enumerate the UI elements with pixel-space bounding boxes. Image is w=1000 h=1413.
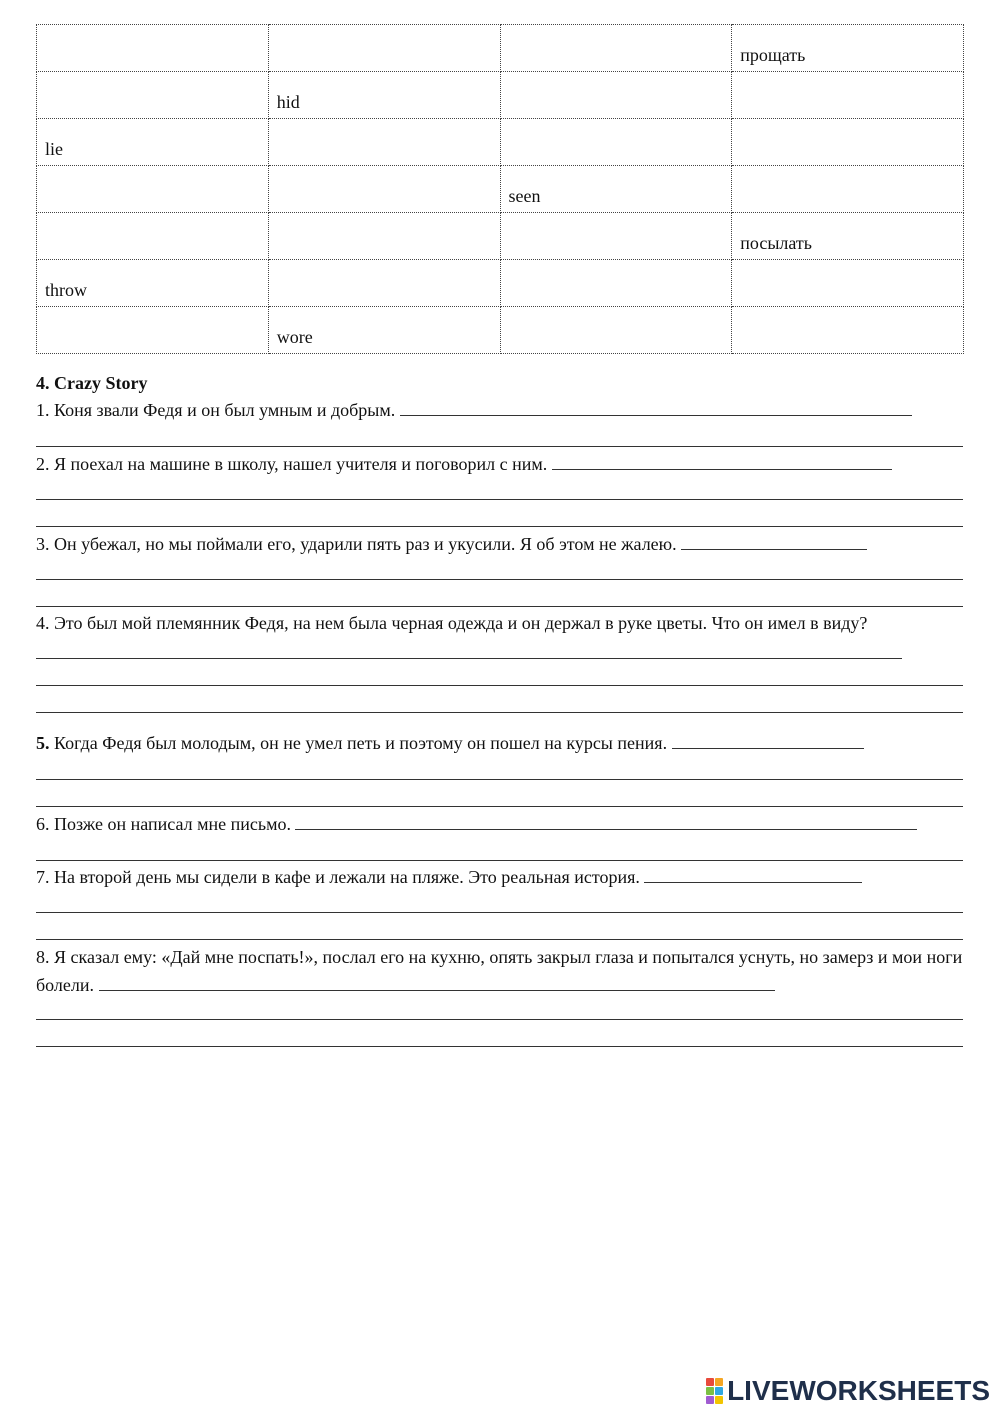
table-cell-blank[interactable] — [500, 260, 732, 307]
cell-text — [509, 113, 732, 118]
answer-line[interactable] — [36, 579, 963, 580]
table-cell-blank[interactable] — [268, 166, 500, 213]
cell-text — [45, 348, 268, 353]
answer-line[interactable] — [36, 779, 963, 780]
answer-line[interactable] — [36, 939, 963, 940]
table-cell-blank[interactable] — [732, 72, 964, 119]
logo-block — [706, 1387, 714, 1395]
table-cell-given — [732, 25, 964, 72]
question-number: 5. — [36, 733, 50, 753]
question-text: Он убежал, но мы поймали его, ударили пять раз и укусили. Я об этом не жалею. — [54, 534, 677, 554]
answer-blank[interactable] — [99, 976, 775, 991]
cell-text: посылать — [740, 233, 812, 253]
question-5 — [36, 729, 964, 757]
table-row — [37, 25, 964, 72]
cell-text — [277, 66, 500, 71]
cell-text: wore — [276, 327, 313, 347]
cell-text — [740, 113, 963, 118]
section-number: 4. — [36, 373, 50, 393]
answer-line[interactable] — [36, 860, 963, 861]
answer-blank[interactable] — [672, 734, 864, 749]
logo-block — [706, 1396, 714, 1404]
cell-text — [740, 207, 963, 212]
answer-blank[interactable] — [552, 455, 892, 470]
section-title-text: Crazy Story — [54, 373, 148, 393]
table-cell-blank[interactable] — [37, 25, 269, 72]
table-cell-given — [37, 119, 269, 166]
cell-text — [740, 301, 963, 306]
table-row — [37, 213, 964, 260]
answer-line[interactable] — [36, 685, 963, 686]
question-text: Когда Федя был молодым, он не умел петь и поэтому он пошел на курсы пения. — [54, 733, 668, 753]
cell-text — [509, 160, 732, 165]
cell-text — [277, 254, 500, 259]
question-text: Это был мой племянник Федя, на нем была черная одежда и он держал в руке цветы. Что он имел в виду? — [54, 613, 868, 633]
cell-text — [45, 254, 268, 259]
table-cell-blank[interactable] — [37, 72, 269, 119]
question-text: Я поехал на машине в школу, нашел учителя и поговорил с ним. — [54, 454, 548, 474]
answer-line[interactable] — [36, 526, 963, 527]
logo-blocks-icon — [706, 1378, 723, 1404]
cell-text — [509, 254, 732, 259]
question-number: 6. — [36, 814, 50, 834]
cell-text — [740, 160, 963, 165]
cell-text — [509, 348, 732, 353]
answer-line[interactable] — [36, 1046, 963, 1047]
logo-block — [715, 1378, 723, 1386]
cell-text — [277, 301, 500, 306]
table-row — [37, 166, 964, 213]
cell-text: прощать — [740, 45, 806, 65]
question-number: 1. — [36, 400, 50, 420]
liveworksheets-logo — [706, 1375, 990, 1407]
question-6 — [36, 810, 964, 838]
answer-line[interactable] — [36, 1019, 963, 1020]
answer-blank[interactable] — [400, 401, 912, 416]
answer-line[interactable] — [36, 806, 963, 807]
table-cell-blank[interactable] — [732, 260, 964, 307]
cell-text: seen — [508, 186, 541, 206]
table-cell-blank[interactable] — [37, 166, 269, 213]
table-cell-blank[interactable] — [732, 166, 964, 213]
table-cell-blank[interactable] — [732, 119, 964, 166]
question-3 — [36, 530, 964, 558]
cell-text — [277, 160, 500, 165]
question-7 — [36, 863, 964, 891]
logo-block — [706, 1378, 714, 1386]
table-cell-given — [37, 260, 269, 307]
answer-blank[interactable] — [295, 815, 917, 830]
answer-line[interactable] — [36, 606, 963, 607]
answer-blank[interactable] — [681, 535, 867, 550]
table-cell-blank[interactable] — [37, 307, 269, 354]
cell-text — [45, 207, 268, 212]
answer-line[interactable] — [36, 712, 963, 713]
question-4 — [36, 609, 964, 637]
cell-text — [509, 301, 732, 306]
table-cell-given — [732, 213, 964, 260]
question-number: 3. — [36, 534, 50, 554]
question-8 — [36, 943, 964, 999]
answer-line[interactable] — [36, 912, 963, 913]
table-cell-blank[interactable] — [268, 119, 500, 166]
question-number: 4. — [36, 613, 50, 633]
answer-line[interactable] — [36, 446, 963, 447]
table-cell-blank[interactable] — [500, 119, 732, 166]
table-cell-blank[interactable] — [500, 72, 732, 119]
question-1 — [36, 396, 964, 424]
question-2 — [36, 450, 964, 478]
logo-block — [715, 1387, 723, 1395]
question-text: Позже он написал мне письмо. — [54, 814, 291, 834]
cell-text — [509, 66, 732, 71]
table-row — [37, 260, 964, 307]
table-row — [37, 119, 964, 166]
answer-blank[interactable] — [644, 868, 862, 883]
question-number: 2. — [36, 454, 50, 474]
section-title — [36, 371, 147, 395]
logo-block — [715, 1396, 723, 1404]
question-number: 8. — [36, 947, 50, 967]
question-number: 7. — [36, 867, 50, 887]
cell-text — [740, 348, 963, 353]
cell-text: throw — [45, 280, 87, 300]
table-row — [37, 307, 964, 354]
table-cell-blank[interactable] — [268, 260, 500, 307]
table-cell-blank[interactable] — [500, 307, 732, 354]
table-cell-given — [268, 72, 500, 119]
question-text: На второй день мы сидели в кафе и лежали на пляже. Это реальная история. — [54, 867, 640, 887]
question-text: Коня звали Федя и он был умным и добрым. — [54, 400, 396, 420]
answer-line[interactable] — [36, 658, 902, 659]
logo-text: LIVEWORKSHEETS — [727, 1375, 990, 1406]
cell-text: hid — [276, 92, 300, 112]
answer-line[interactable] — [36, 499, 963, 500]
verb-forms-table-body — [37, 25, 964, 354]
table-cell-given — [268, 307, 500, 354]
table-cell-blank[interactable] — [500, 213, 732, 260]
table-cell-blank[interactable] — [732, 307, 964, 354]
table-cell-blank[interactable] — [37, 213, 269, 260]
cell-text — [277, 207, 500, 212]
cell-text — [45, 113, 268, 118]
table-row — [37, 72, 964, 119]
cell-text: lie — [45, 139, 63, 159]
table-cell-blank[interactable] — [268, 25, 500, 72]
table-cell-given — [500, 166, 732, 213]
verb-forms-table — [36, 24, 964, 354]
table-cell-blank[interactable] — [500, 25, 732, 72]
table-cell-blank[interactable] — [268, 213, 500, 260]
question-text: Я сказал ему: «Дай мне поспать!», послал его на кухню, опять закрыл глаза и попытался уснуть, но замерз и мои ноги болели. — [36, 947, 963, 995]
cell-text — [45, 66, 268, 71]
